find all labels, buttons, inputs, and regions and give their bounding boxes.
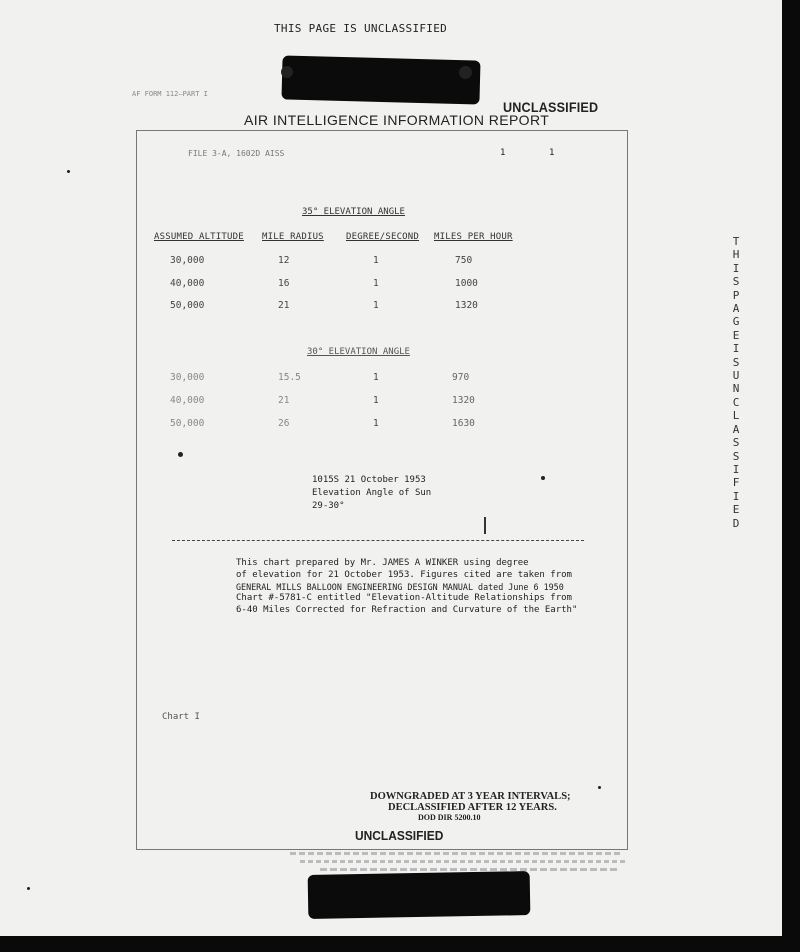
column-header-radius: MILE RADIUS — [262, 232, 324, 242]
faded-print — [320, 868, 620, 871]
table-cell: 21 — [278, 300, 290, 311]
table-cell: 1320 — [452, 395, 475, 406]
report-title: AIR INTELLIGENCE INFORMATION REPORT — [244, 112, 550, 128]
scan-speck — [541, 476, 545, 480]
table-cell: 40,000 — [170, 395, 205, 406]
column-header-mph: MILES PER HOUR — [434, 232, 513, 242]
table-cell: 1 — [373, 300, 379, 311]
table-cell: 50,000 — [170, 300, 205, 311]
page-mark-1: 1 — [500, 148, 506, 158]
note-line: Chart #-5781-C entitled "Elevation-Altitude Relationships from — [236, 593, 572, 603]
redaction-top — [281, 55, 480, 104]
table-cell: 1320 — [455, 300, 478, 311]
table-cell: 1 — [373, 372, 379, 383]
declassified-line: DECLASSIFIED AFTER 12 YEARS. — [388, 802, 557, 813]
side-classification-text: THIS PAGE IS UNCLASSIFIED — [732, 235, 740, 530]
faded-print — [290, 852, 620, 855]
table-cell: 750 — [455, 255, 473, 266]
table-cell: 12 — [278, 255, 290, 266]
dod-directive-line: DOD DIR 5200.10 — [418, 813, 481, 822]
punch-mark-right — [459, 66, 472, 79]
table-cell: 30,000 — [170, 372, 205, 383]
punch-mark-left — [281, 66, 293, 78]
chart-label: Chart I — [162, 712, 200, 722]
scan-speck — [67, 170, 70, 173]
file-reference: FILE 3-A, 1602D AISS — [188, 149, 285, 158]
faded-print — [300, 860, 625, 863]
scan-border-right — [782, 0, 800, 952]
note-line: 6-40 Miles Corrected for Refraction and Curvature of the Earth" — [236, 605, 578, 615]
table-cell: 970 — [452, 372, 470, 383]
table-cell: 1 — [373, 278, 379, 289]
unclassified-stamp-top: UNCLASSIFIED — [503, 99, 599, 115]
scan-speck — [27, 887, 30, 890]
page-mark-2: 1 — [549, 148, 555, 158]
table-cell: 15.5 — [278, 372, 301, 383]
table-cell: 1 — [373, 255, 379, 266]
elevation-line: Elevation Angle of Sun — [312, 488, 432, 498]
table-cell: 1000 — [455, 278, 478, 289]
table-cell: 1630 — [452, 418, 475, 429]
form-number: AF FORM 112—PART I — [132, 90, 208, 98]
column-header-degree: DEGREE/SECOND — [346, 232, 420, 242]
table-cell: 1 — [373, 395, 379, 406]
table-cell: 16 — [278, 278, 290, 289]
time-line: 1015S 21 October 1953 — [312, 475, 426, 485]
table-cell: 40,000 — [170, 278, 205, 289]
scan-border-bottom — [0, 936, 800, 952]
section-30-heading: 30° ELEVATION ANGLE — [307, 347, 410, 357]
redaction-bottom — [308, 871, 531, 919]
table-cell: 21 — [278, 395, 290, 406]
unclassified-stamp-bottom: UNCLASSIFIED — [355, 828, 444, 843]
table-cell: 30,000 — [170, 255, 205, 266]
downgrade-line: DOWNGRADED AT 3 YEAR INTERVALS; — [370, 791, 571, 802]
sun-angle-line: 29-30° — [312, 501, 345, 511]
table-cell: 26 — [278, 418, 290, 429]
scan-speck — [598, 786, 601, 789]
note-line: This chart prepared by Mr. JAMES A WINKER using degree — [236, 558, 529, 568]
note-line: of elevation for 21 October 1953. Figures cited are taken from — [236, 570, 572, 580]
section-35-heading: 35° ELEVATION ANGLE — [302, 207, 405, 217]
table-cell: 50,000 — [170, 418, 205, 429]
dashed-divider — [172, 540, 584, 541]
column-header-altitude: ASSUMED ALTITUDE — [154, 232, 244, 242]
table-cell: 1 — [373, 418, 379, 429]
vertical-mark — [484, 517, 486, 534]
header-classification: THIS PAGE IS UNCLASSIFIED — [274, 22, 448, 35]
scan-speck — [178, 452, 183, 457]
note-line: GENERAL MILLS BALLOON ENGINEERING DESIGN MANUAL dated June 6 1950 — [236, 582, 564, 592]
